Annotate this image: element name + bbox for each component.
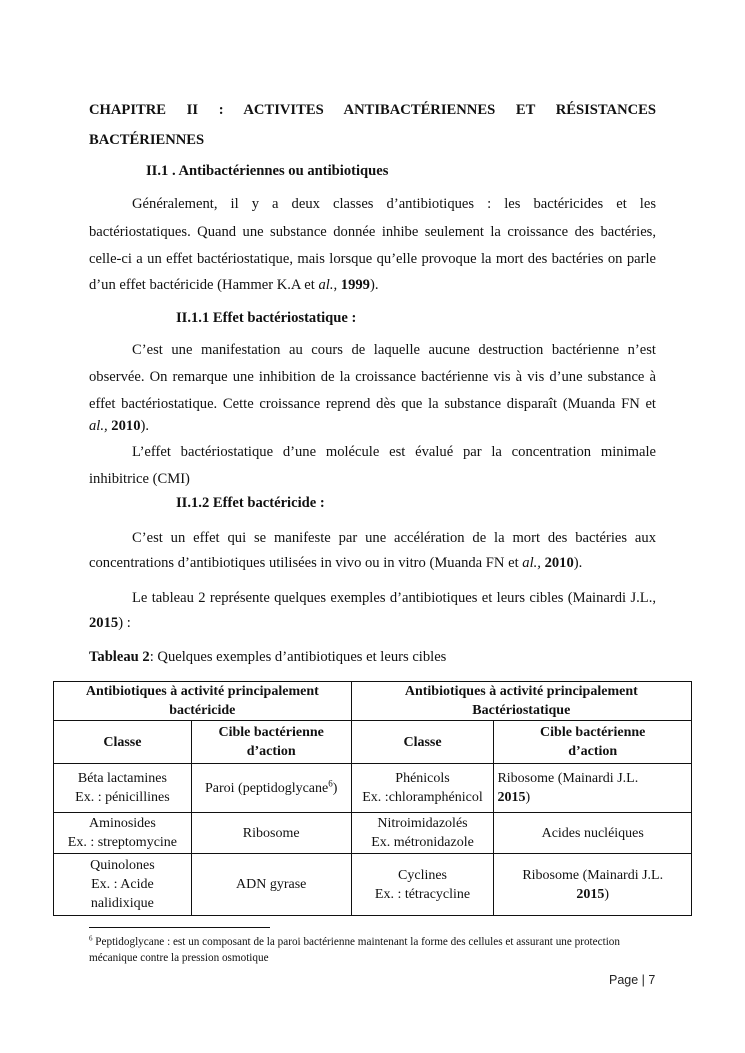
header-text: Cible bactérienne xyxy=(540,725,646,740)
header-text: Bactériostatique xyxy=(472,703,571,718)
text: d’un effet bactéricide (Hammer K.A et xyxy=(89,277,319,293)
cell-text: Aminosides xyxy=(88,816,156,831)
cell-text: ADN gyrase xyxy=(236,877,307,892)
cell-text: Béta lactamines xyxy=(77,771,167,786)
header-text: Antibiotiques à activité principalement xyxy=(404,684,638,699)
column-header-target xyxy=(494,721,692,764)
table-cell xyxy=(494,764,692,813)
footnote-separator xyxy=(89,927,270,928)
citation-year: 2010 xyxy=(540,555,574,571)
text: concentrations d’antibiotiques utilisées in vivo ou in vitro (Muanda FN et xyxy=(89,555,523,571)
section-heading-ii-1-2: II.1.2 Effet bactéricide : xyxy=(176,495,325,511)
header-text: d’action xyxy=(568,744,618,759)
cell-text: ) xyxy=(604,886,610,902)
citation-year: 2015 xyxy=(576,886,605,902)
cell-text: Paroi (peptidoglycane xyxy=(204,780,329,796)
text: ) : xyxy=(118,615,131,631)
paragraph-line: celle-ci a un effet bactériostatique, mais lorsque qu’elle provoque la mort des bactéries on parle xyxy=(89,251,656,267)
cell-text: Ex. : Acide xyxy=(91,877,154,892)
citation-year: 2015 xyxy=(89,615,119,631)
citation-etal: al., xyxy=(318,277,338,293)
table-row xyxy=(54,764,692,813)
table-cell xyxy=(494,813,692,854)
paragraph-line-citation xyxy=(89,418,656,435)
paragraph-line-citation xyxy=(89,277,656,294)
cell-text: nalidixique xyxy=(90,896,154,911)
table-cell xyxy=(351,813,494,854)
paragraph-line: L’effet bactériostatique d’une molécule est évalué par la concentration minimale xyxy=(132,444,656,460)
cell-text: ) xyxy=(525,790,531,805)
section-heading-ii-1: II.1 . Antibactériennes ou antibiotiques xyxy=(146,163,389,179)
paragraph-line: bactériostatiques. Quand une substance donnée inhibe seulement la croissance des bactéries, xyxy=(89,224,656,240)
cell-text: Quinolones xyxy=(90,858,155,873)
table-cell xyxy=(494,854,692,916)
table-cell xyxy=(54,813,192,854)
cell-text: Nitroimidazolés xyxy=(377,816,468,831)
table-cell xyxy=(351,764,494,813)
group-header-bacteriostatic xyxy=(351,682,691,721)
page-number: Page | 7 xyxy=(609,973,656,987)
cell-text: Ribosome xyxy=(242,825,300,841)
antibiotics-table xyxy=(53,681,692,916)
citation-etal: al., xyxy=(522,555,541,571)
paragraph-line: C’est une manifestation au cours de laquelle aucune destruction bactérienne n’est xyxy=(132,342,656,358)
table-cell xyxy=(54,854,192,916)
column-header-class xyxy=(54,721,192,764)
header-text: Cible bactérienne xyxy=(218,725,324,740)
citation-year: 2010 xyxy=(107,418,141,434)
paragraph-line: inhibitrice (CMI) xyxy=(89,471,190,487)
footnote-number: 6 xyxy=(89,934,93,943)
header-text: d’action xyxy=(246,744,296,759)
chapter-title-line2: BACTÉRIENNES xyxy=(89,132,205,148)
citation-year: 2015 xyxy=(497,790,526,805)
cell-text: Ex. : streptomycine xyxy=(67,835,178,850)
table-cell xyxy=(191,854,351,916)
header-text: Classe xyxy=(403,734,442,750)
cell-text: Ex. métronidazole xyxy=(371,835,474,850)
table-caption-label: Tableau 2 xyxy=(89,649,150,665)
paragraph-line: C’est un effet qui se manifeste par une accélération de la mort des bactéries aux xyxy=(132,530,656,546)
table-caption xyxy=(89,649,656,666)
chapter-title-line1: CHAPITRE II : ACTIVITES ANTIBACTÉRIENNES ET RÉSISTANCES xyxy=(89,102,656,118)
cell-text: Ex. :chloramphénicol xyxy=(362,790,483,805)
table-caption-text: : Quelques exemples d’antibiotiques et leurs cibles xyxy=(149,649,447,665)
header-text: Classe xyxy=(103,734,142,750)
footnote-text: Peptidoglycane : est un composant de la paroi bactérienne maintenant la forme des cellules et assurant une protection mécanique contre la pression osmotique xyxy=(89,936,620,964)
header-text: Antibiotiques à activité principalement xyxy=(85,684,319,699)
table-column-header-row xyxy=(54,721,692,764)
table-cell xyxy=(54,764,192,813)
header-text: bactéricide xyxy=(169,703,236,718)
table-cell xyxy=(191,764,351,813)
column-header-target xyxy=(191,721,351,764)
citation-year: 1999 xyxy=(337,277,370,293)
cell-text: Phénicols xyxy=(395,771,450,786)
paragraph-line: Le tableau 2 représente quelques exemples d’antibiotiques et leurs cibles (Mainardi J.L., xyxy=(132,590,656,606)
table-cell xyxy=(351,854,494,916)
footnote xyxy=(89,934,669,966)
paragraph-line: Généralement, il y a deux classes d’antibiotiques : les bactéricides et les xyxy=(132,196,656,212)
section-heading-ii-1-1: II.1.1 Effet bactériostatique : xyxy=(176,310,357,326)
cell-text: Ribosome (Mainardi J.L. xyxy=(497,771,639,786)
cell-text: Cyclines xyxy=(398,867,448,883)
cell-text: Ribosome (Mainardi J.L. xyxy=(522,867,664,883)
paragraph-line-citation xyxy=(89,615,656,632)
cell-text: ) xyxy=(332,780,338,796)
text: ). xyxy=(369,277,379,293)
cell-text: Acides nucléiques xyxy=(541,825,644,841)
paragraph-line: effet bactériostatique. Cette croissance reprend dès que la substance disparaît (Muanda FN et xyxy=(89,396,656,412)
table-cell xyxy=(191,813,351,854)
footnote-ref[interactable]: 6 xyxy=(328,777,333,788)
paragraph-line-citation xyxy=(89,555,656,572)
text: ). xyxy=(140,418,150,434)
table-row xyxy=(54,813,692,854)
citation-etal: al., xyxy=(89,418,108,434)
cell-text: Ex. : tétracycline xyxy=(374,886,471,902)
table-group-header-row xyxy=(54,682,692,721)
cell-text: Ex. : pénicillines xyxy=(75,790,170,805)
table-row xyxy=(54,854,692,916)
group-header-bactericide xyxy=(54,682,352,721)
chapter-title xyxy=(89,95,656,155)
paragraph-line: observée. On remarque une inhibition de la croissance bactérienne vis à vis d’une substance à xyxy=(89,369,656,385)
text: ). xyxy=(573,555,583,571)
column-header-class xyxy=(351,721,494,764)
